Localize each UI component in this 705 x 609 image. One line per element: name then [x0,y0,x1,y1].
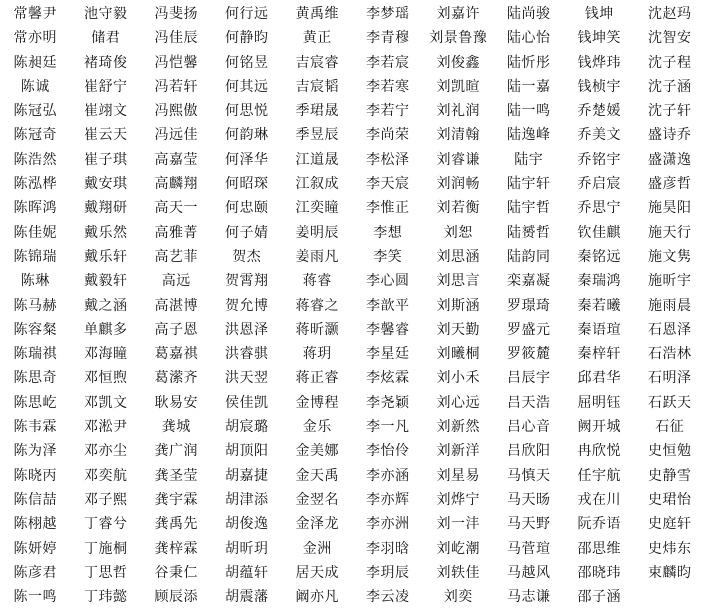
name-cell: 乔楚媛 [564,99,635,123]
name-cell: 马志谦 [494,585,565,609]
name-cell: 吉宸韬 [282,75,353,99]
name-cell: 栾嘉凝 [494,269,565,293]
name-cell: 龚圣莹 [141,464,212,488]
name-row [0,439,705,463]
name-cell: 冯斐扬 [141,2,212,26]
name-cell: 李梦瑶 [353,2,424,26]
name-cell: 盛潇逸 [635,148,705,172]
name-row [0,51,705,75]
name-cell: 龚广润 [141,439,212,463]
name-cell: 刘屹潮 [423,537,494,561]
name-cell: 陆宇 [494,148,565,172]
name-cell: 李笑 [353,245,424,269]
name-cell: 李炫霖 [353,366,424,390]
name-cell: 陈晖鸿 [0,196,71,220]
name-cell: 姜雨凡 [282,245,353,269]
name-cell: 丁思哲 [71,561,142,585]
name-cell: 胡震藩 [212,585,283,609]
name-cell: 钦佳麒 [564,221,635,245]
name-cell: 崔子琪 [71,148,142,172]
name-cell: 刘新然 [423,415,494,439]
name-cell: 陈冠弘 [0,99,71,123]
name-cell: 丁玮懿 [71,585,142,609]
name-cell: 秦梓轩 [564,342,635,366]
name-row [0,26,705,50]
name-cell: 洪恩泽 [212,318,283,342]
name-cell: 蒋睿 [282,269,353,293]
name-cell: 陈佳妮 [0,221,71,245]
name-cell: 刘恕 [423,221,494,245]
name-cell: 秦瑞鸿 [564,269,635,293]
name-cell: 高麟翔 [141,172,212,196]
name-cell: 何忠颐 [212,196,283,220]
name-cell: 陆一嘉 [494,75,565,99]
name-cell: 李尚荣 [353,123,424,147]
name-cell: 陈晓丙 [0,464,71,488]
name-cell: 沈子涵 [635,75,705,99]
name-cell: 陈冠奇 [0,123,71,147]
name-cell: 戴乐轩 [71,245,142,269]
name-cell: 季珺晟 [282,99,353,123]
name-row [0,75,705,99]
name-cell: 刘奕 [423,585,494,609]
name-cell: 李心圆 [353,269,424,293]
name-cell: 邓恒煦 [71,366,142,390]
name-cell: 邵晓玮 [564,561,635,585]
name-cell: 姜明辰 [282,221,353,245]
name-cell: 陆宇哲 [494,196,565,220]
name-row [0,123,705,147]
name-cell: 陈容粲 [0,318,71,342]
name-cell: 刘天勤 [423,318,494,342]
name-cell: 胡俊逸 [212,512,283,536]
name-row [0,512,705,536]
name-cell: 邵子涵 [564,585,635,609]
name-cell: 马慎天 [494,464,565,488]
name-cell: 陈昶廷 [0,51,71,75]
name-cell: 陈琳 [0,269,71,293]
name-cell: 沈子程 [635,51,705,75]
name-cell: 李怡伶 [353,439,424,463]
name-cell: 邓海瞳 [71,342,142,366]
name-row [0,318,705,342]
name-cell: 冯熙傲 [141,99,212,123]
name-cell: 乔美文 [564,123,635,147]
name-row [0,585,705,609]
name-cell: 沈赵玛 [635,2,705,26]
name-cell: 李想 [353,221,424,245]
name-cell: 施雨晨 [635,294,705,318]
name-cell: 邓淞尹 [71,415,142,439]
name-cell: 何静昀 [212,26,283,50]
name-cell: 蒋昕灏 [282,318,353,342]
name-cell: 胡昕玥 [212,537,283,561]
name-cell: 刘星易 [423,464,494,488]
name-grid [0,2,705,602]
name-cell: 刘景鲁豫 [423,26,494,50]
name-cell: 钱坤 [564,2,635,26]
name-cell: 刘睿谦 [423,148,494,172]
name-cell: 顾辰添 [141,585,212,609]
name-cell: 高湛博 [141,294,212,318]
name-cell: 阮乔语 [564,512,635,536]
name-row [0,148,705,172]
name-cell: 丁睿兮 [71,512,142,536]
name-cell: 洪天翌 [212,366,283,390]
name-cell: 崔舒宁 [71,75,142,99]
name-cell: 龚禹先 [141,512,212,536]
name-cell: 戴乐然 [71,221,142,245]
name-cell: 洪睿骐 [212,342,283,366]
name-cell: 常馨尹 [0,2,71,26]
name-cell: 邵思维 [564,537,635,561]
name-cell: 乔铭宇 [564,148,635,172]
name-cell: 胡嘉捷 [212,464,283,488]
name-cell: 李天宸 [353,172,424,196]
name-cell: 陈诚 [0,75,71,99]
name-cell: 刘新洋 [423,439,494,463]
name-cell: 黄正 [282,26,353,50]
name-row [0,342,705,366]
name-cell: 陆心怡 [494,26,565,50]
name-cell: 阚亦凡 [282,585,353,609]
name-row [0,464,705,488]
name-cell: 黄禹维 [282,2,353,26]
name-cell: 李亦洲 [353,512,424,536]
name-cell: 何韵琳 [212,123,283,147]
name-cell: 戴之涵 [71,294,142,318]
name-cell: 史庭轩 [635,512,705,536]
name-row [0,537,705,561]
name-cell: 贺允博 [212,294,283,318]
name-cell: 居天成 [282,561,353,585]
name-cell: 吕欣阳 [494,439,565,463]
name-cell: 石恩泽 [635,318,705,342]
name-cell: 石跃天 [635,391,705,415]
name-cell: 邱君华 [564,366,635,390]
name-cell: 吕辰宇 [494,366,565,390]
name-cell: 屈明钰 [564,391,635,415]
name-cell: 陈信喆 [0,488,71,512]
name-cell: 李松泽 [353,148,424,172]
name-cell: 陈思奇 [0,366,71,390]
name-cell: 单麒多 [71,318,142,342]
name-cell: 李若宸 [353,51,424,75]
name-cell: 江道晟 [282,148,353,172]
name-cell: 李亦涵 [353,464,424,488]
name-cell: 刘思涵 [423,245,494,269]
name-cell: 金天禹 [282,464,353,488]
name-row [0,196,705,220]
name-cell: 李若寒 [353,75,424,99]
name-row [0,488,705,512]
name-cell: 史静雪 [635,464,705,488]
name-cell: 龚宇霖 [141,488,212,512]
name-cell: 吕天浩 [494,391,565,415]
name-cell: 池守毅 [71,2,142,26]
name-cell: 龚梓霖 [141,537,212,561]
name-cell: 刘斯涵 [423,294,494,318]
name-cell: 高雅菁 [141,221,212,245]
name-cell: 刘嘉许 [423,2,494,26]
name-row [0,245,705,269]
name-cell: 冯恺馨 [141,51,212,75]
name-cell: 蒋睿之 [282,294,353,318]
name-cell: 刘心远 [423,391,494,415]
name-cell: 施天行 [635,221,705,245]
name-cell: 季昱辰 [282,123,353,147]
name-cell: 秦若曦 [564,294,635,318]
name-cell: 李歆平 [353,294,424,318]
name-cell: 刘若衡 [423,196,494,220]
name-row [0,172,705,196]
name-cell: 陆韵同 [494,245,565,269]
name-cell: 金泽龙 [282,512,353,536]
name-cell: 李尧颖 [353,391,424,415]
name-cell: 崔云天 [71,123,142,147]
name-cell: 史珺怡 [635,488,705,512]
name-row [0,2,705,26]
name-cell: 马天野 [494,512,565,536]
name-cell: 何子婧 [212,221,283,245]
name-cell: 施文隽 [635,245,705,269]
name-cell: 丁施桐 [71,537,142,561]
name-cell: 乔启宸 [564,172,635,196]
name-cell: 邓子熙 [71,488,142,512]
name-cell: 高子恩 [141,318,212,342]
name-cell: 金翌名 [282,488,353,512]
name-cell: 陈妍婷 [0,537,71,561]
name-row [0,561,705,585]
name-cell: 石征 [635,415,705,439]
name-cell: 陈瑞祺 [0,342,71,366]
name-cell: 常亦明 [0,26,71,50]
name-cell: 葛潆齐 [141,366,212,390]
name-cell: 冉欣悦 [564,439,635,463]
name-cell: 李星廷 [353,342,424,366]
name-cell: 蒋正睿 [282,366,353,390]
name-cell: 葛嘉祺 [141,342,212,366]
name-cell: 束麟昀 [635,561,705,585]
name-cell: 陈泓桦 [0,172,71,196]
name-cell: 戴翔研 [71,196,142,220]
name-cell: 金乐 [282,415,353,439]
name-cell: 高天一 [141,196,212,220]
name-cell: 刘曦桐 [423,342,494,366]
name-cell: 邓凯文 [71,391,142,415]
name-cell: 何思悦 [212,99,283,123]
name-cell: 江奕瞳 [282,196,353,220]
name-cell: 秦语瑄 [564,318,635,342]
name-cell: 陆赟哲 [494,221,565,245]
name-row [0,221,705,245]
name-cell: 李羽晗 [353,537,424,561]
name-cell: 钱桢宇 [564,75,635,99]
name-cell: 盛彦哲 [635,172,705,196]
name-cell: 李馨睿 [353,318,424,342]
name-cell: 史恒勉 [635,439,705,463]
name-cell: 施昕宇 [635,269,705,293]
name-cell: 李青穆 [353,26,424,50]
name-cell: 陈栩越 [0,512,71,536]
name-row [0,99,705,123]
name-cell: 刘润畅 [423,172,494,196]
name-cell: 李惟正 [353,196,424,220]
name-cell: 陈浩然 [0,148,71,172]
name-row [0,415,705,439]
name-cell: 陈锦瑞 [0,245,71,269]
name-cell: 沈智安 [635,26,705,50]
name-cell: 罗筱麓 [494,342,565,366]
name-cell: 陈马赫 [0,294,71,318]
name-cell: 胡宸璐 [212,415,283,439]
name-cell: 吕心音 [494,415,565,439]
name-cell: 陈彦君 [0,561,71,585]
name-cell: 何昭琛 [212,172,283,196]
name-cell: 戴毅轩 [71,269,142,293]
name-cell: 钱烨玮 [564,51,635,75]
name-cell: 陆忻彤 [494,51,565,75]
name-cell: 刘轶佳 [423,561,494,585]
name-cell: 盛诗乔 [635,123,705,147]
name-cell: 李若宁 [353,99,424,123]
name-cell: 马越风 [494,561,565,585]
name-cell: 刘小禾 [423,366,494,390]
name-cell: 施昊阳 [635,196,705,220]
name-cell: 邓奕航 [71,464,142,488]
name-cell: 何行远 [212,2,283,26]
name-row [0,269,705,293]
name-cell: 陈一鸣 [0,585,71,609]
name-cell: 何泽华 [212,148,283,172]
name-cell: 陆宇轩 [494,172,565,196]
name-cell: 耿易安 [141,391,212,415]
name-cell: 胡蕴轩 [212,561,283,585]
name-cell: 金洲 [282,537,353,561]
name-cell: 江叙成 [282,172,353,196]
name-cell: 秦铭远 [564,245,635,269]
name-cell: 李玥辰 [353,561,424,585]
name-cell: 陆尚骏 [494,2,565,26]
name-cell: 何其远 [212,75,283,99]
name-cell: 戴安琪 [71,172,142,196]
name-cell: 高嘉莹 [141,148,212,172]
name-cell: 李云凌 [353,585,424,609]
name-cell: 冯远佳 [141,123,212,147]
name-cell: 戎在川 [564,488,635,512]
name-cell: 龚城 [141,415,212,439]
name-cell: 蒋玥 [282,342,353,366]
name-cell: 褚琦俊 [71,51,142,75]
name-cell: 高远 [141,269,212,293]
name-cell: 金博程 [282,391,353,415]
name-cell: 刘烨宁 [423,488,494,512]
name-row [0,366,705,390]
name-cell: 冯佳辰 [141,26,212,50]
name-cell: 吉宸睿 [282,51,353,75]
name-cell: 何铭昱 [212,51,283,75]
name-cell: 罗璟琦 [494,294,565,318]
name-cell: 贺霄翔 [212,269,283,293]
name-row [0,391,705,415]
name-cell: 石浩林 [635,342,705,366]
name-cell: 崔翊文 [71,99,142,123]
name-cell: 刘清翰 [423,123,494,147]
name-cell: 陆一鸣 [494,99,565,123]
name-cell: 沈子轩 [635,99,705,123]
name-cell: 陈为泽 [0,439,71,463]
name-cell: 马菅瑄 [494,537,565,561]
name-cell: 陈思屹 [0,391,71,415]
name-cell: 贺杰 [212,245,283,269]
name-cell: 阙开城 [564,415,635,439]
name-cell: 刘思言 [423,269,494,293]
name-row [0,294,705,318]
name-cell: 罗盛元 [494,318,565,342]
name-cell [635,585,705,609]
name-cell: 乔思宁 [564,196,635,220]
name-cell: 钱坤笑 [564,26,635,50]
name-cell: 邓亦尘 [71,439,142,463]
name-cell: 刘俊鑫 [423,51,494,75]
name-cell: 李一凡 [353,415,424,439]
name-cell: 陈韦霖 [0,415,71,439]
name-cell: 胡津添 [212,488,283,512]
name-cell: 刘一沣 [423,512,494,536]
name-cell: 刘凯暄 [423,75,494,99]
name-cell: 金美娜 [282,439,353,463]
name-cell: 李亦辉 [353,488,424,512]
name-cell: 刘礼润 [423,99,494,123]
name-cell: 史炜东 [635,537,705,561]
name-cell: 高艺菲 [141,245,212,269]
name-cell: 侯佳凯 [212,391,283,415]
name-cell: 任宇航 [564,464,635,488]
name-cell: 谷秉仁 [141,561,212,585]
name-cell: 储君 [71,26,142,50]
name-cell: 陆逸峰 [494,123,565,147]
name-cell: 马天旸 [494,488,565,512]
name-cell: 胡顶阳 [212,439,283,463]
name-cell: 冯若轩 [141,75,212,99]
name-cell: 石明泽 [635,366,705,390]
